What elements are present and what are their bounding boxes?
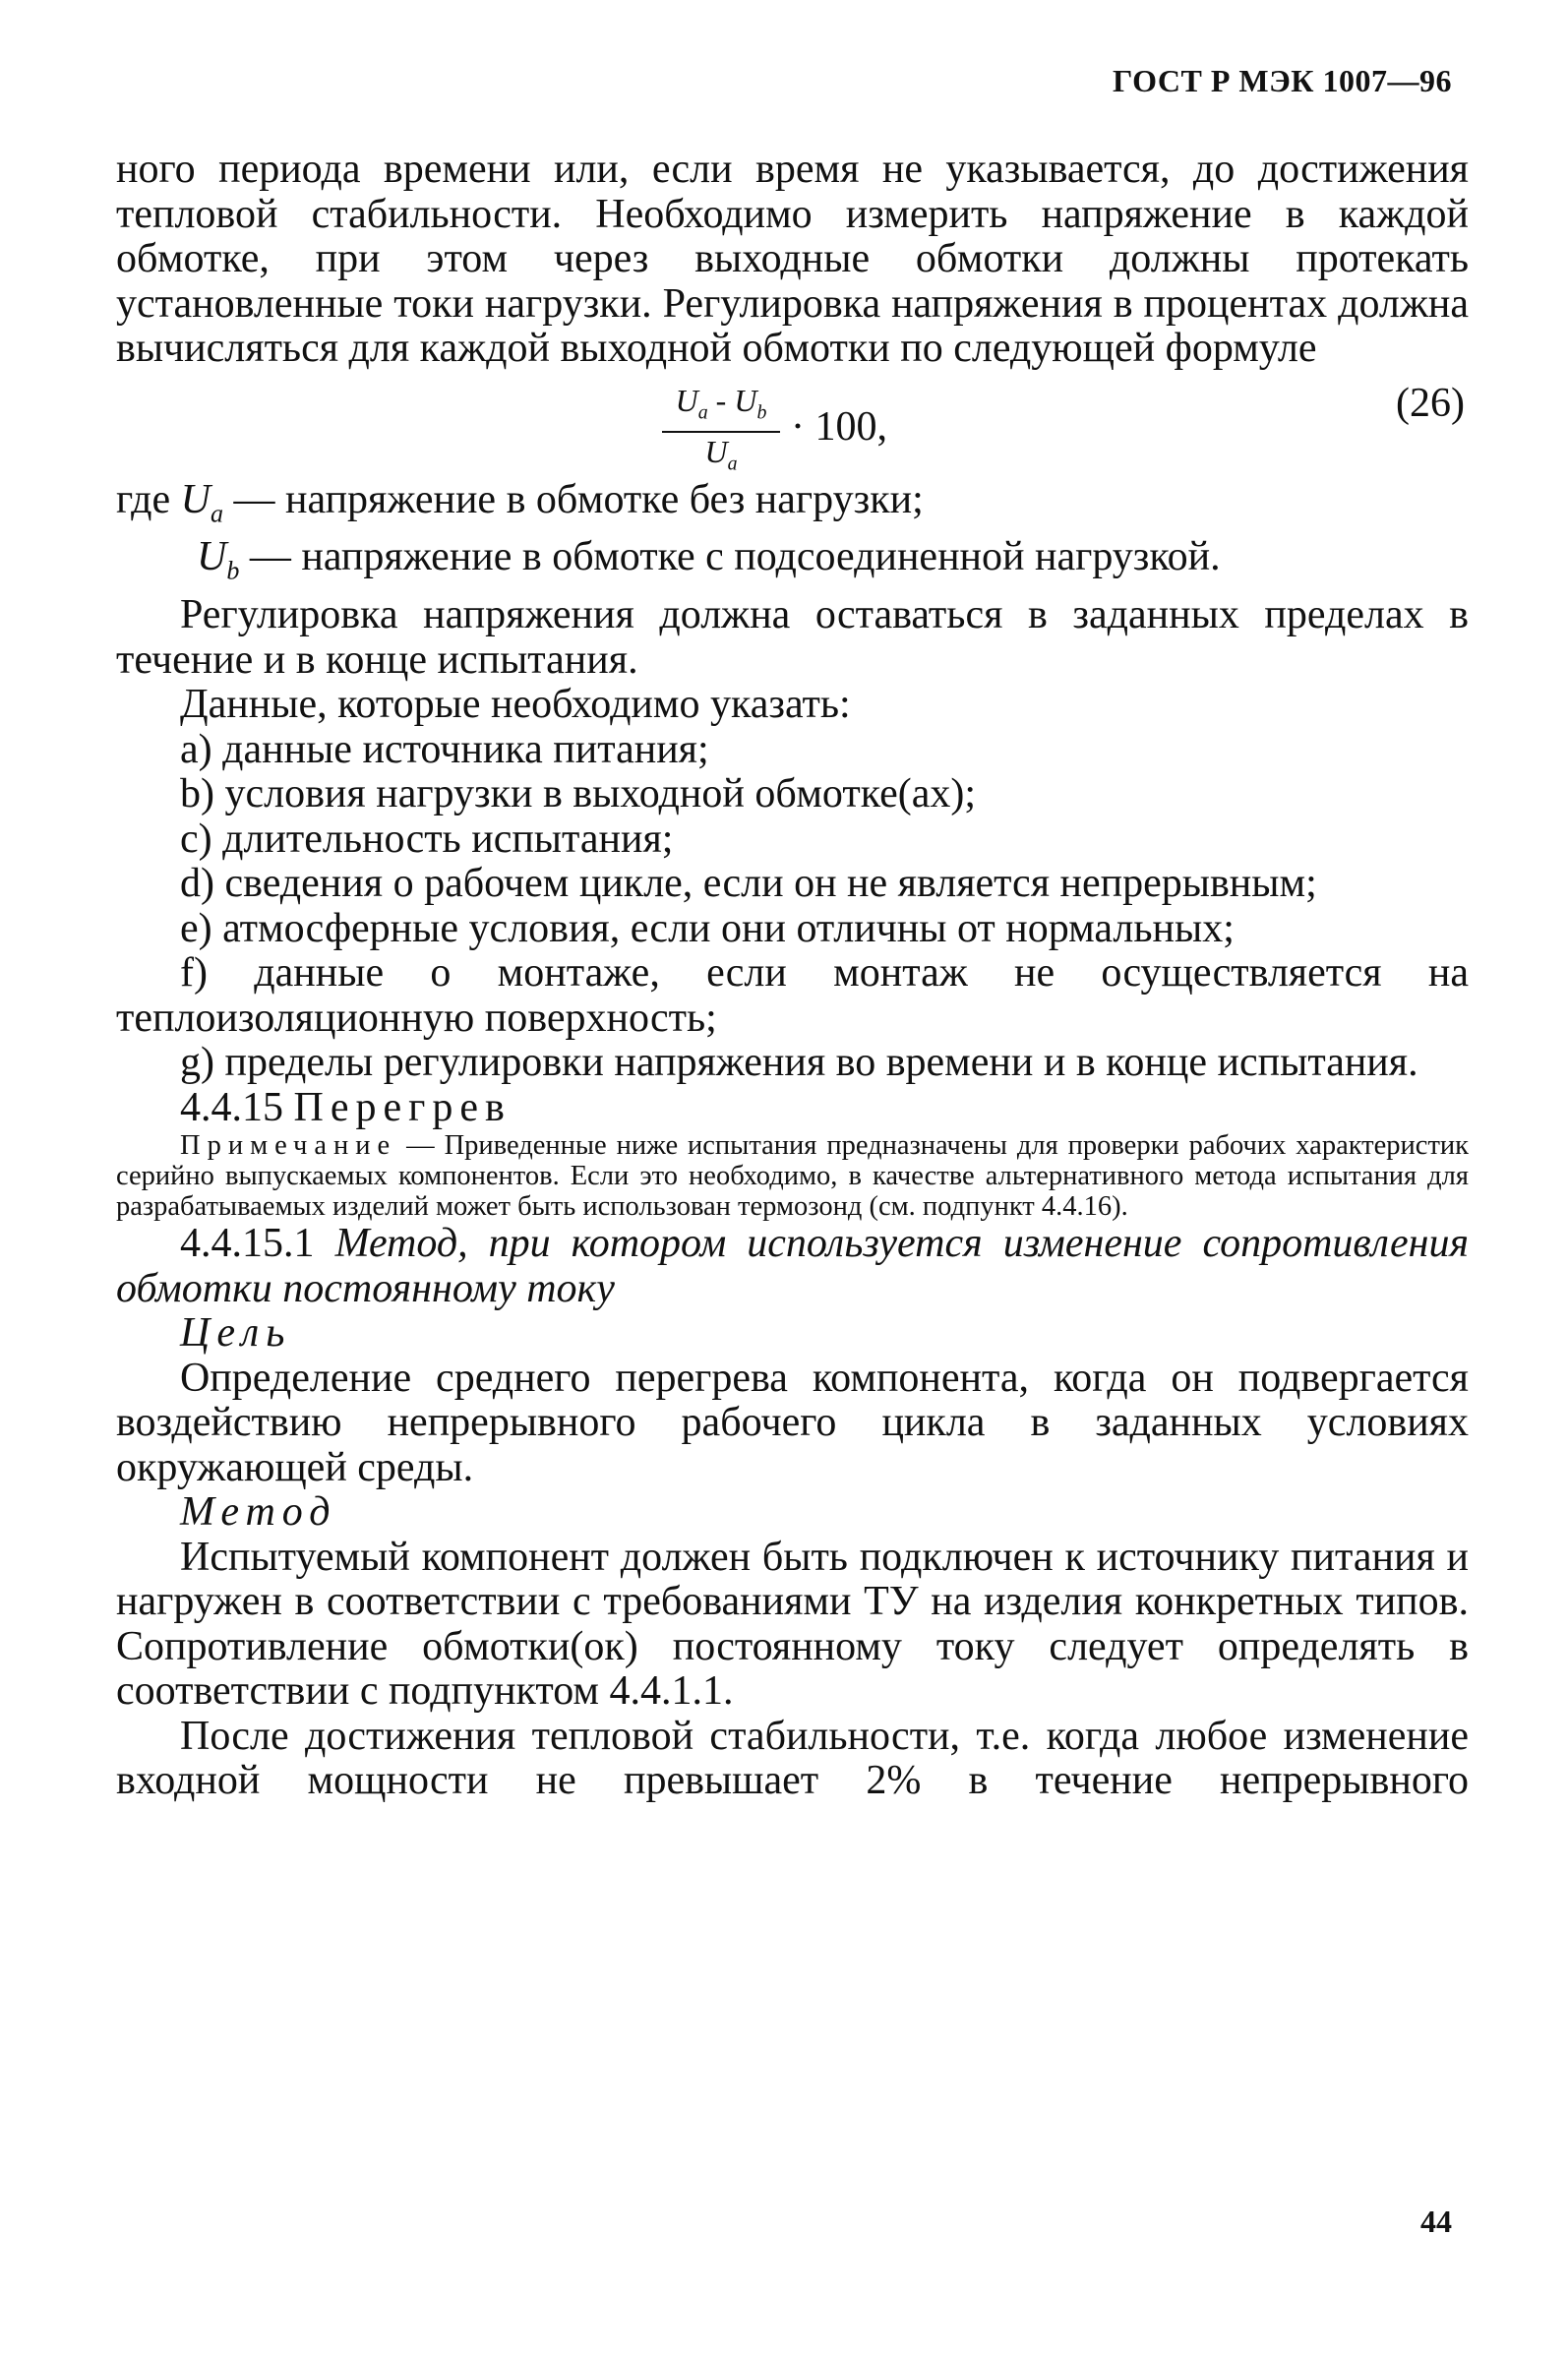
formula-denominator: $U_a$ bbox=[704, 433, 738, 475]
method-heading: Метод bbox=[180, 1489, 337, 1536]
page-body bbox=[116, 148, 1469, 1804]
data-item-d: d) сведения о рабочем цикле, если он не является непрерывным; bbox=[180, 861, 1317, 907]
data-intro: Данные, которые необходимо указать: bbox=[180, 682, 851, 728]
limits-paragraph: Регулировка напряжения должна оставаться в заданных пределах в течение и в конце испытания. bbox=[116, 592, 1469, 683]
data-item-b: b) условия нагрузки в выходной обмотке(ах); bbox=[180, 771, 976, 817]
method-text: Испытуемый компонент должен быть подключен к источнику питания и нагружен в соответствии с требованиями ТУ на изделия конкретных типов. Сопротивление обмотки(ок) постоянному току следует определять в соответствии с подпунктом 4.4.1.1. bbox=[116, 1534, 1469, 1715]
goal-text: Определение среднего перегрева компонента, когда он подвергается воздействию непрерывного рабочего цикла в заданных условиях окружающей среды. bbox=[116, 1355, 1469, 1490]
method-text-continued: После достижения тепловой стабильности, т.е. когда любое изменение входной мощности не превышает 2% в течение непрерывного bbox=[116, 1713, 1469, 1804]
goal-heading: Цель bbox=[180, 1310, 292, 1357]
intro-paragraph: ного периода времени или, если время не указывается, до достижения тепловой стабильности. Необходимо измерить напряжение в каждой обмотке, при этом через выходные обмотки должны протекать установленные токи нагрузки. Регулировка напряжения в процентах должна вычисляться для каждой выходной обмотки по следующей формуле bbox=[116, 147, 1469, 371]
formula-fraction bbox=[662, 384, 780, 481]
formula-numerator: $U_a - U_b$ bbox=[662, 384, 780, 433]
formula-26 bbox=[116, 380, 1469, 475]
note-paragraph: Примечание — Приведенные ниже испытания предназначены для проверки рабочих характеристик серийно выпускаемых компонентов. Если это необходимо, в качестве альтернативного метода испытания для разрабатываемых изделий может быть использован термозонд (см. подпункт 4.4.16). bbox=[116, 1130, 1469, 1223]
formula-multiplier: · 100, bbox=[791, 403, 887, 450]
where-ub: $U_b$ — напряжение в обмотке с подсоединенной нагрузкой. bbox=[197, 534, 1221, 585]
data-item-e: e) атмосферные условия, если они отличны от нормальных; bbox=[180, 905, 1235, 951]
data-item-g: g) пределы регулировки напряжения во времени и в конце испытания. bbox=[180, 1040, 1418, 1086]
section-4-4-15-1-heading: 4.4.15.1 Метод, при котором используется изменение сопротивления обмотки постоянному току bbox=[116, 1221, 1470, 1311]
formula-number: (26) bbox=[1396, 380, 1465, 426]
page-number: 44 bbox=[1420, 2204, 1452, 2239]
data-item-c: c) длительность испытания; bbox=[180, 816, 674, 862]
data-item-a: a) данные источника питания; bbox=[180, 726, 709, 772]
data-item-f: f) данные о монтаже, если монтаж не осуществляется на теплоизоляционную поверхность; bbox=[116, 950, 1469, 1041]
standard-header: ГОСТ Р МЭК 1007—96 bbox=[1113, 63, 1452, 98]
where-ua: где $U_a$ — напряжение в обмотке без нагрузки; bbox=[116, 476, 924, 527]
section-4-4-15-heading: 4.4.15 Перегрев bbox=[180, 1084, 512, 1130]
